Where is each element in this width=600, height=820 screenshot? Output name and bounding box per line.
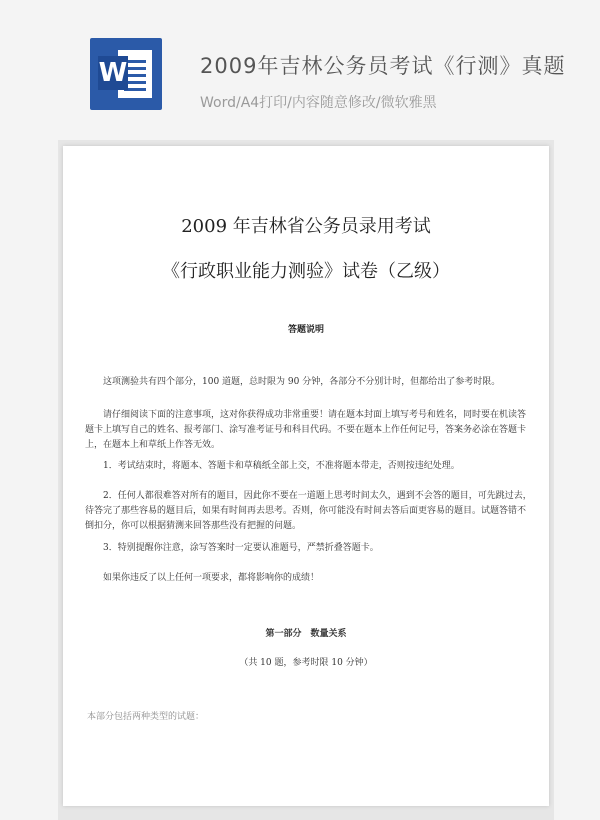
document-page [63, 146, 549, 806]
part-title: 第一部分 数量关系 [265, 629, 347, 639]
document-title-line1: 2009 年吉林省公务员录用考试 [181, 216, 431, 237]
banner-title: 2009年吉林公务员考试《行测》真题 [200, 54, 566, 78]
document-title-line2: 《行政职业能力测验》试卷（乙级） [162, 261, 450, 282]
part-note: （共 10 题，参考时限 10 分钟） [239, 658, 373, 668]
part-intro: 本部分包括两种类型的试题： [87, 712, 205, 722]
word-document-icon [90, 38, 162, 110]
banner-subtitle: Word/A4打印/内容随意修改/微软雅黑 [200, 95, 437, 111]
word-icon-letter: W [98, 58, 128, 88]
section-heading: 答题说明 [287, 325, 324, 335]
paragraph-notice: 请仔细阅读下面的注意事项，这对你获得成功非常重要！请在题本封面上填写考号和姓名，同时要在机读答题卡上填写自己的姓名、报考部门、涂写准考证号和科目代码。不要在题本上作任何记号，答案务必涂在答题卡上，在题本上和草纸上作答无效。 [85, 410, 527, 450]
paragraph-intro: 这项测验共有四个部分，100 道题，总时限为 90 分钟，各部分不分别计时，但都给出了参考时限。 [103, 377, 501, 387]
page-banner [0, 0, 600, 140]
paragraph-rule-3: 3．特别提醒你注意，涂写答案时一定要认准题号，严禁折叠答题卡。 [103, 543, 379, 553]
paragraph-rule-1: 1．考试结束时，将题本、答题卡和草稿纸全部上交，不准将题本带走，否则按违纪处理。 [103, 461, 460, 471]
paragraph-rule-2: 2．任何人都很难答对所有的题目，因此你不要在一道题上思考时间太久，遇到不会答的题目，可先跳过去，待答完了那些容易的题目后，如果有时间再去思考。否则，你可能没有时间去答后面更容易的题目。试题答错不倒扣分，你可以根据猜测来回答那些没有把握的问题。 [85, 491, 532, 531]
page-fade [63, 726, 549, 806]
paragraph-warning: 如果你违反了以上任何一项要求，都将影响你的成绩！ [103, 573, 320, 583]
